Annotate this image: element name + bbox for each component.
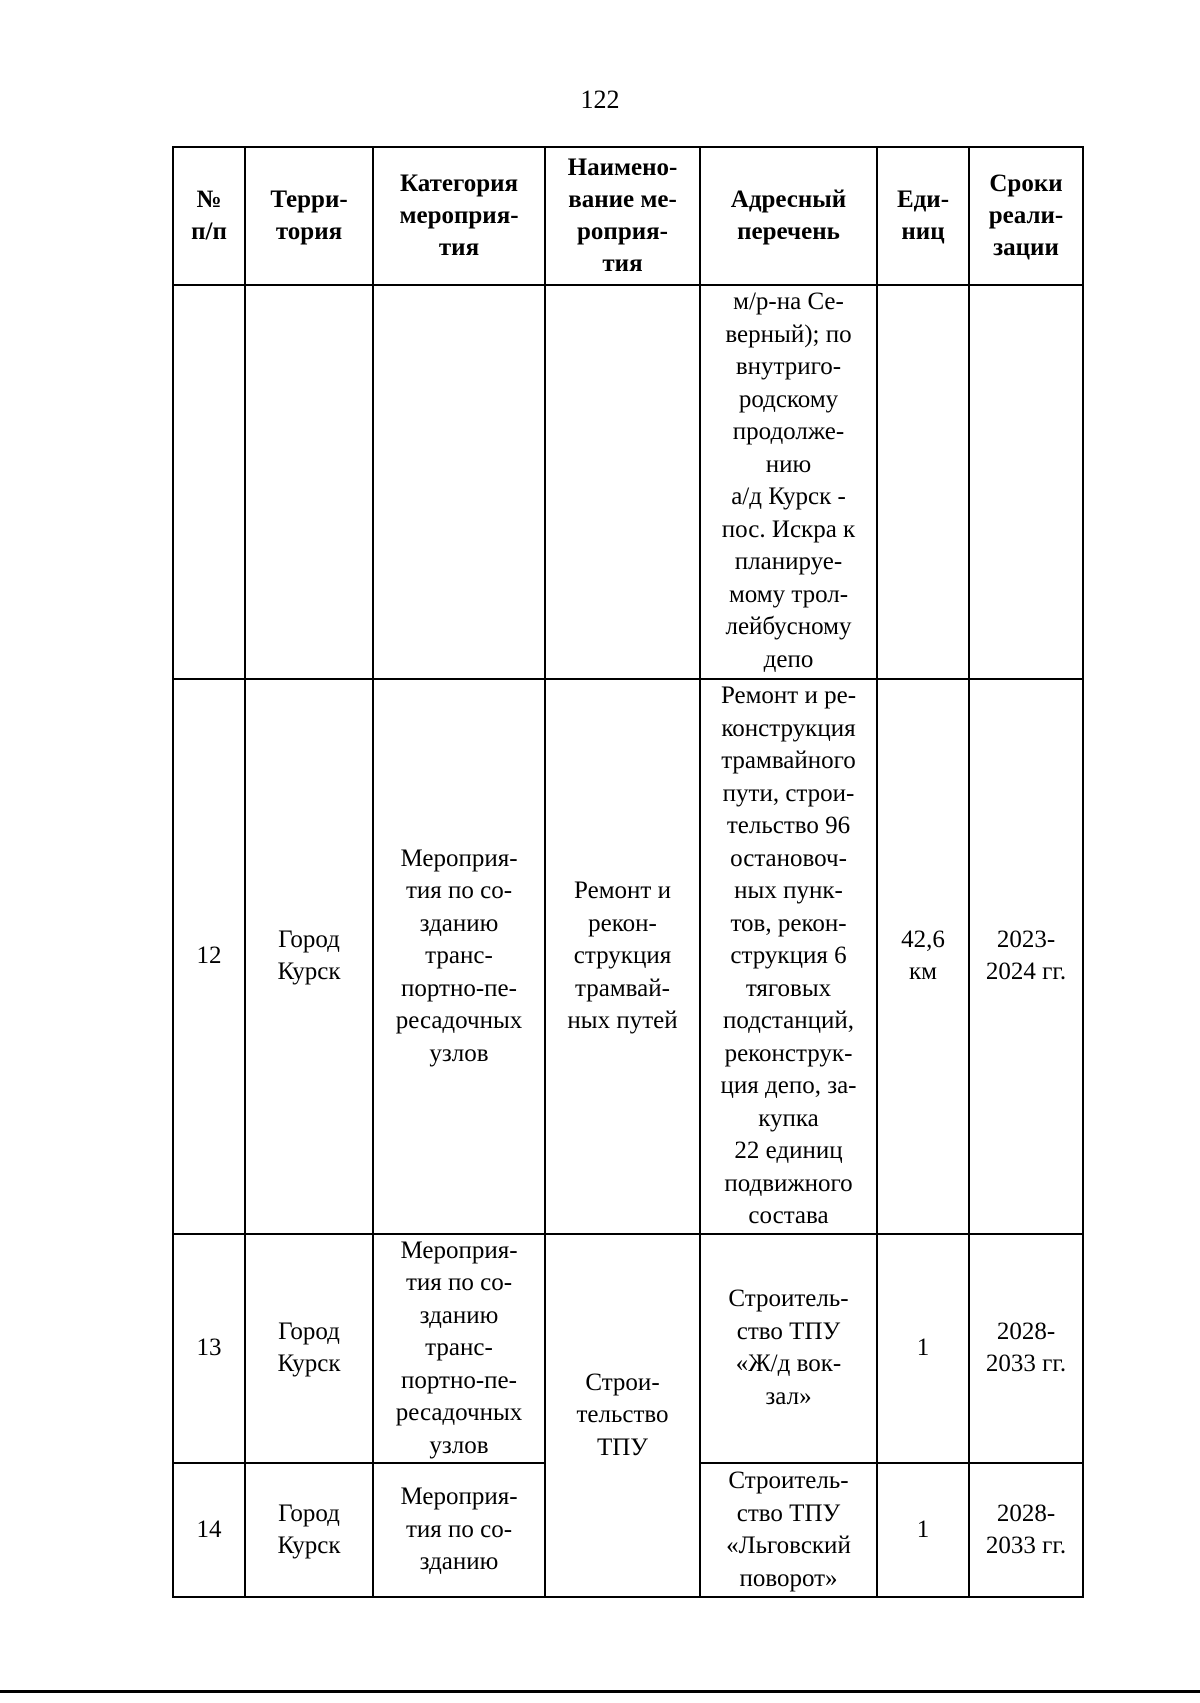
cell-territory: Город Курск xyxy=(245,1234,373,1464)
table-header-row xyxy=(173,147,1083,285)
cell-category xyxy=(373,285,545,679)
cell-terms xyxy=(969,285,1083,679)
cell-units xyxy=(877,285,969,679)
cell-territory: Город Курск xyxy=(245,1463,373,1597)
cell-territory: Город Курск xyxy=(245,679,373,1234)
cell-territory xyxy=(245,285,373,679)
cell-units: 42,6 км xyxy=(877,679,969,1234)
cell-num: 14 xyxy=(173,1463,245,1597)
cell-address: м/р-на Се- верный); по внутриго- родскому продолже- нию а/д Курск - пос. Искра к планируе- мому трол- лейбусному депо xyxy=(700,285,877,679)
cell-name: Строи- тельство ТПУ xyxy=(545,1234,700,1598)
table-row xyxy=(173,1234,1083,1464)
cell-terms: 2023- 2024 гг. xyxy=(969,679,1083,1234)
cell-terms: 2028- 2033 гг. xyxy=(969,1234,1083,1464)
cell-address: Строитель- ство ТПУ «Льговский поворот» xyxy=(700,1463,877,1597)
table-row xyxy=(173,679,1083,1234)
cell-num: 13 xyxy=(173,1234,245,1464)
header-units: Еди- ниц xyxy=(877,147,969,285)
cell-category: Мероприя- тия по со- зданию транс- портно-пе- ресадочных узлов xyxy=(373,679,545,1234)
cell-name xyxy=(545,285,700,679)
header-name: Наимено- вание ме- роприя- тия xyxy=(545,147,700,285)
cell-num xyxy=(173,285,245,679)
cell-units: 1 xyxy=(877,1463,969,1597)
cell-name: Ремонт и рекон- струкция трамвай- ных путей xyxy=(545,679,700,1234)
cell-terms: 2028- 2033 гг. xyxy=(969,1463,1083,1597)
header-address: Адресный перечень xyxy=(700,147,877,285)
cell-category: Мероприя- тия по со- зданию xyxy=(373,1463,545,1597)
cell-address: Строитель- ство ТПУ «Ж/д вок- зал» xyxy=(700,1234,877,1464)
cell-num: 12 xyxy=(173,679,245,1234)
header-territory: Терри- тория xyxy=(245,147,373,285)
page-number: 122 xyxy=(580,85,620,114)
cell-category: Мероприя- тия по со- зданию транс- портно-пе- ресадочных узлов xyxy=(373,1234,545,1464)
measures-table xyxy=(172,146,1084,1598)
cell-units: 1 xyxy=(877,1234,969,1464)
header-num: № п/п xyxy=(173,147,245,285)
cell-address: Ремонт и ре- конструкция трамвайного пути, строи- тельство 96 остановоч- ных пунк- тов, рекон- струкция 6 тяговых подстанций, реконструк- ция депо, за- купка 22 единиц подвижного состава xyxy=(700,679,877,1234)
bottom-rule xyxy=(0,1690,1200,1693)
header-terms: Сроки реали- зации xyxy=(969,147,1083,285)
header-category: Категория мероприя- тия xyxy=(373,147,545,285)
table-row-continuation xyxy=(173,285,1083,679)
